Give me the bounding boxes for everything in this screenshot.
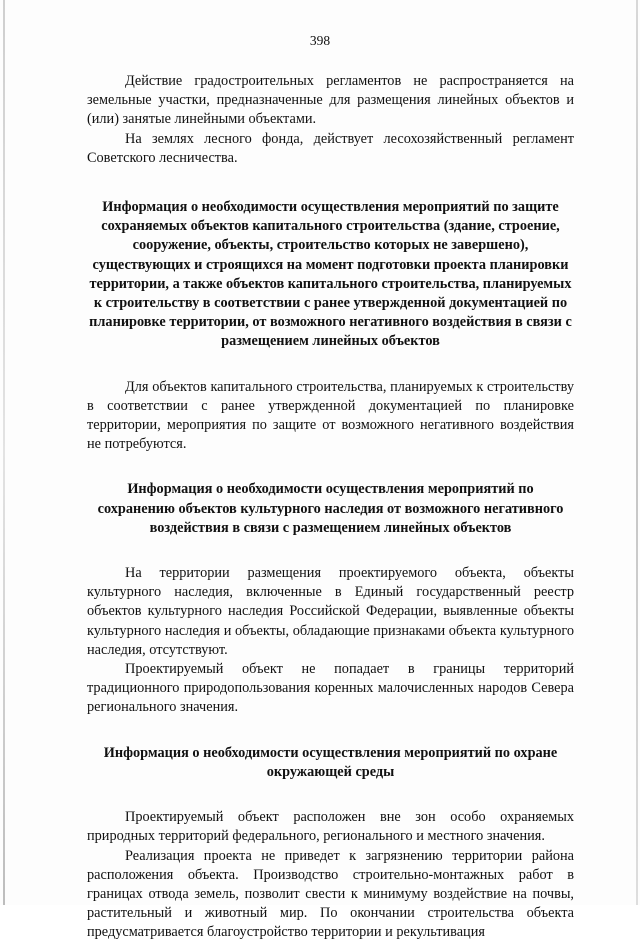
paragraph-regulations: Действие градостроительных регламентов не распространяется на земельные участки, предназначенные для размещения линейных объектов и (или) занятые линейными объектами.: [87, 73, 574, 128]
scan-edge-left: [3, 0, 5, 905]
scan-edge-right: [636, 0, 638, 905]
paragraph-project-implementation: Реализация проекта не приведет к загрязнению территории района расположения объекта. Производство строительно-монтажных работ в границах отвода земель, позволит свести к минимуму воздействие на почвы, растительный и животный мир. По окончании строительства объекта предусматривается благоустройство территории и рекультивация: [87, 847, 574, 941]
paragraph-forest-fund: На землях лесного фонда, действует лесохозяйственный регламент Советского лесничества.: [87, 130, 574, 166]
heading-capital-construction: Информация о необходимости осуществления мероприятий по защите сохраняемых объектов капитального строительства (здание, строение, сооружение, объекты, строительство которых не завершено), существующих и строящихся на момент подготовки проекта планировки территории, а также объектов капитального строительства, планируемых к строительству в соответствии с ранее утвержденной документацией по планировке территории, от возможного негативного воздействия в связи с размещением линейных объектов: [89, 199, 572, 350]
paragraph-cultural-heritage: На территории размещения проектируемого объекта, объекты культурного наследия, включенные в Единый государственный реестр объектов культурного наследия Российской Федерации, выявленные объекты культурного наследия и объекты, обладающие признаками объекта культурного наследия, отсутствуют.: [87, 565, 574, 658]
document-body: [87, 72, 574, 943]
paragraph-indigenous-territories: Проектируемый объект не попадает в границы территорий традиционного природопользования коренных малочисленных народов Севера регионального значения.: [87, 661, 574, 716]
paragraph-capital-construction: Для объектов капитального строительства, планируемых к строительству в соответствии с ранее утвержденной документацией по планировке территории, мероприятия по защите от возможного негативного воздействия не потребуются.: [87, 378, 574, 453]
heading-environment: Информация о необходимости осуществления мероприятий по охране окружающей среды: [103, 744, 558, 780]
paragraph-protected-areas: Проектируемый объект расположен вне зон особо охраняемых природных территорий федерального, регионального и местного значения.: [87, 809, 574, 845]
page-number: 398: [309, 33, 331, 48]
heading-cultural-heritage: Информация о необходимости осуществления мероприятий по сохранению объектов культурного наследия от возможного негативного воздействия в связи с размещением линейных объектов: [97, 481, 564, 536]
